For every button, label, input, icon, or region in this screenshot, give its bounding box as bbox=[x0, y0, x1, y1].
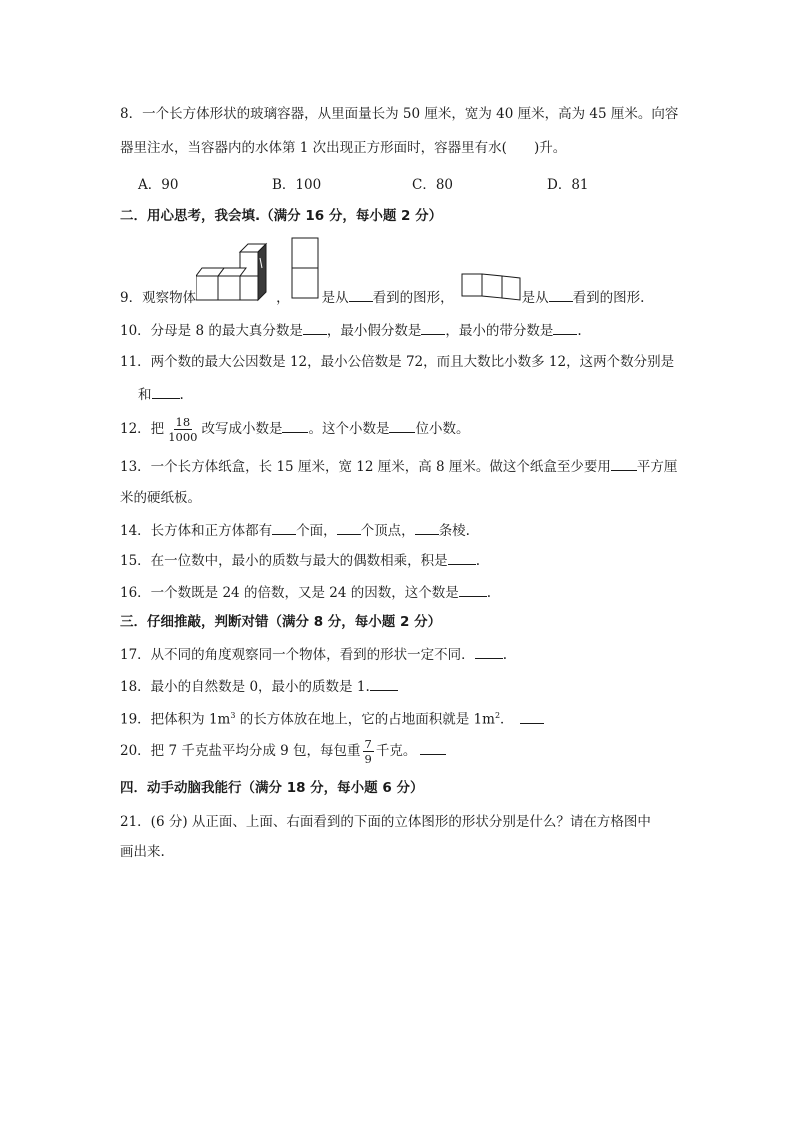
q10-text-2: ，最小假分数是 bbox=[326, 323, 422, 339]
section-4-heading: 四．动手动脑我能行（满分 18 分，每小题 6 分） bbox=[120, 780, 424, 796]
q16-text-2: . bbox=[486, 585, 491, 601]
section-2-heading: 二．用心思考，我会填.（满分 16 分，每小题 2 分） bbox=[120, 208, 443, 224]
q11-text-1: 和 bbox=[138, 387, 152, 403]
q16-row bbox=[120, 582, 491, 603]
q15-text-2: . bbox=[475, 553, 480, 569]
q14-text-4: 条棱. bbox=[438, 523, 470, 539]
q17-row bbox=[120, 644, 507, 665]
q17-blank-1[interactable] bbox=[475, 644, 503, 659]
q9-text-2: 是从 bbox=[321, 290, 349, 306]
q12-text-1: 12．把 bbox=[120, 421, 165, 437]
q21-text-line1: 21．(6 分) 从正面、上面、右面看到的下面的立体图形的形状分别是什么？请在方格图中 bbox=[120, 814, 651, 830]
q13-blank-1[interactable] bbox=[611, 456, 637, 471]
q8-option-d[interactable]: D．81 bbox=[547, 177, 589, 193]
q19-row bbox=[120, 706, 544, 730]
q9-text-5: 看到的图形. bbox=[572, 290, 645, 306]
section-3-heading: 三．仔细推敲，判断对错（满分 8 分，每小题 2 分） bbox=[120, 614, 442, 630]
q12-blank-1[interactable] bbox=[282, 418, 308, 433]
q11-row-2 bbox=[138, 384, 184, 405]
front-view-figure bbox=[290, 236, 322, 306]
q20-denominator: 9 bbox=[364, 752, 372, 766]
q18-blank-1[interactable] bbox=[370, 676, 398, 691]
q12-blank-2[interactable] bbox=[389, 418, 415, 433]
side-view-figure bbox=[460, 272, 522, 306]
q20-text-2: 千克。 bbox=[375, 743, 417, 759]
q8-option-b[interactable]: B．100 bbox=[272, 177, 322, 193]
q10-blank-3[interactable] bbox=[553, 320, 577, 335]
q12-text-4: 位小数。 bbox=[415, 421, 470, 437]
q12-fraction bbox=[166, 415, 199, 444]
q8-option-a[interactable]: A．90 bbox=[138, 177, 179, 193]
q14-row bbox=[120, 520, 470, 541]
q20-blank-1[interactable] bbox=[420, 740, 446, 755]
q9-text-4: 是从 bbox=[521, 290, 549, 306]
q12-numerator: 18 bbox=[175, 415, 191, 429]
q20-row bbox=[120, 734, 446, 768]
q14-text-3: 个顶点， bbox=[360, 523, 415, 539]
q9-blank-1[interactable] bbox=[349, 287, 373, 302]
q16-text-1: 16．一个数既是 24 的倍数，又是 24 的因数，这个数是 bbox=[120, 585, 459, 601]
q11-text-line1: 11．两个数的最大公因数是 12，最小公倍数是 72，而且大数比小数多 12，这两个数分别是 bbox=[120, 354, 675, 370]
q14-text-1: 14．长方体和正方体都有 bbox=[120, 523, 273, 539]
q11-blank-1[interactable] bbox=[152, 384, 180, 399]
q19-superscript-1: 3 bbox=[230, 711, 236, 720]
q20-numerator: 7 bbox=[364, 737, 372, 751]
q19-text-3: ． bbox=[500, 711, 514, 728]
q8-text-line2: 器里注水，当容器内的水体第 1 次出现正方形面时，容器里有水( )升。 bbox=[120, 140, 567, 156]
q15-blank-1[interactable] bbox=[448, 550, 476, 565]
q10-blank-1[interactable] bbox=[303, 320, 327, 335]
q16-blank-1[interactable] bbox=[459, 582, 487, 597]
q8-option-c[interactable]: C．80 bbox=[412, 177, 454, 193]
q13-text-line2: 米的硬纸板。 bbox=[120, 490, 201, 506]
q17-text-1: 17．从不同的角度观察同一个物体，看到的形状一定不同． bbox=[120, 647, 475, 663]
q13-text-2: 平方厘 bbox=[636, 459, 678, 475]
q19-superscript-2: 2 bbox=[494, 711, 501, 720]
q10-text-3: ，最小的带分数是 bbox=[445, 323, 554, 339]
q9-text-1: 9．观察物体 bbox=[120, 290, 197, 306]
q10-text-1: 10．分母是 8 的最大真分数是 bbox=[120, 323, 303, 339]
q8-text-line1: 8．一个长方体形状的玻璃容器，从里面量长为 50 厘米，宽为 40 厘米，高为 45 厘米。向容 bbox=[120, 106, 679, 122]
q17-text-2: . bbox=[502, 647, 507, 663]
cube-stack-figure bbox=[196, 238, 276, 306]
q15-row bbox=[120, 550, 480, 571]
q18-text-1: 18．最小的自然数是 0，最小的质数是 1. bbox=[120, 679, 370, 695]
q12-text-2: 改写成小数是 bbox=[201, 421, 283, 437]
q10-blank-2[interactable] bbox=[421, 320, 445, 335]
q13-row bbox=[120, 456, 677, 477]
q10-text-4: . bbox=[577, 323, 582, 339]
q15-text-1: 15．在一位数中，最小的质数与最大的偶数相乘，积是 bbox=[120, 553, 448, 569]
q14-blank-1[interactable] bbox=[272, 520, 296, 535]
q20-text-1: 20．把 7 千克盐平均分成 9 包，每包重 bbox=[120, 743, 361, 759]
q14-blank-3[interactable] bbox=[415, 520, 439, 535]
q19-text-2: 的长方体放在地上，它的占地面积就是 1m bbox=[235, 711, 495, 728]
q11-text-2: . bbox=[179, 387, 184, 403]
q9-blank-2[interactable] bbox=[549, 287, 573, 302]
q9-row bbox=[120, 236, 644, 306]
q21-text-line2: 画出来. bbox=[120, 844, 165, 860]
q14-text-2: 个面， bbox=[296, 523, 337, 539]
q12-row bbox=[120, 412, 469, 446]
q10-row bbox=[120, 320, 582, 341]
q9-comma: ， bbox=[276, 290, 290, 306]
q12-denominator: 1000 bbox=[168, 430, 198, 444]
q19-blank-1[interactable] bbox=[520, 709, 544, 724]
q14-blank-2[interactable] bbox=[337, 520, 361, 535]
q20-fraction bbox=[363, 737, 374, 766]
q13-text-1: 13．一个长方体纸盒，长 15 厘米，宽 12 厘米，高 8 厘米。做这个纸盒至少要用 bbox=[120, 459, 611, 475]
q9-text-3: 看到的图形， bbox=[372, 290, 454, 306]
q18-row bbox=[120, 676, 398, 697]
q12-text-3: 。这个小数是 bbox=[308, 421, 390, 437]
q19-text-1: 19．把体积为 1m bbox=[120, 711, 231, 728]
